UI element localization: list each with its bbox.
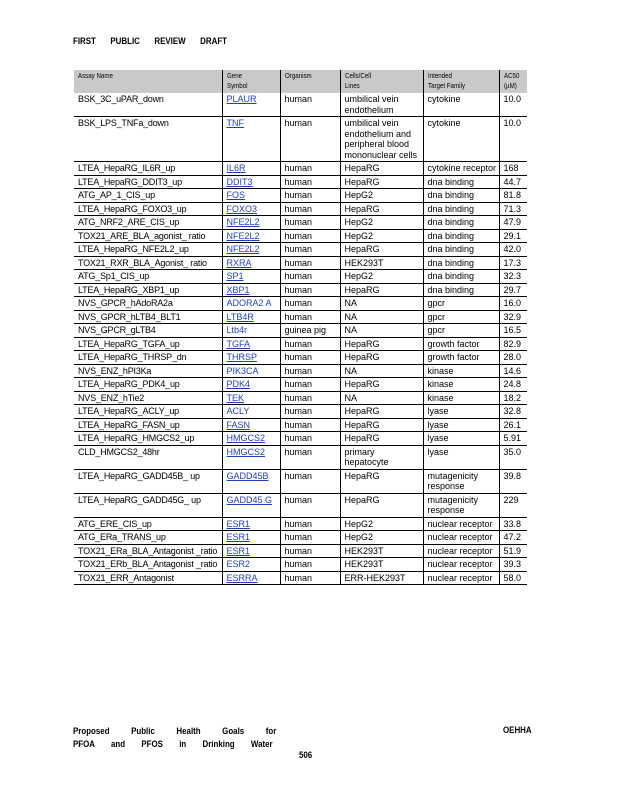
organism-cell: human xyxy=(280,364,340,378)
organism-cell: human xyxy=(280,445,340,469)
cell-line-cell: HepaRG xyxy=(340,378,423,392)
target-family-cell: dna binding xyxy=(423,283,499,297)
header-cells: Cells/Cell Lines xyxy=(340,70,423,93)
table-row xyxy=(74,93,527,117)
gene-symbol-link[interactable]: ACLY xyxy=(222,405,280,419)
assay-name-cell: LTEA_HepaRG_FOXO3_up xyxy=(74,202,222,216)
organism-cell: guinea pig xyxy=(280,324,340,338)
organism-cell: human xyxy=(280,229,340,243)
assay-name-cell: LTEA_HepaRG_DDIT3_up xyxy=(74,175,222,189)
table-row xyxy=(74,531,527,545)
assay-name-cell: TOX21_ERa_BLA_Antagonist _ratio xyxy=(74,544,222,558)
gene-symbol-link[interactable]: NFE2L2 xyxy=(222,216,280,230)
organism-cell: human xyxy=(280,391,340,405)
organism-cell: human xyxy=(280,117,340,162)
organism-cell: human xyxy=(280,270,340,284)
assay-name-cell: NVS_ENZ_hPI3Ka xyxy=(74,364,222,378)
gene-symbol-link[interactable]: THRSP xyxy=(222,351,280,365)
cell-line-cell: HepG2 xyxy=(340,270,423,284)
footer-title xyxy=(73,725,276,751)
cell-line-cell: HepG2 xyxy=(340,531,423,545)
table-row xyxy=(74,202,527,216)
organism-cell: human xyxy=(280,337,340,351)
table-row xyxy=(74,117,527,162)
gene-symbol-link[interactable]: ESR1 xyxy=(222,544,280,558)
table-row xyxy=(74,351,527,365)
assay-name-cell: CLD_HMGCS2_48hr xyxy=(74,445,222,469)
assay-name-cell: LTEA_HepaRG_HMGCS2_up xyxy=(74,432,222,446)
cell-line-cell: HEK293T xyxy=(340,256,423,270)
gene-symbol-link[interactable]: NFE2L2 xyxy=(222,243,280,257)
cell-line-cell: HEK293T xyxy=(340,544,423,558)
header-assay-name: Assay Name xyxy=(74,70,222,93)
gene-symbol-link[interactable]: FOXO3 xyxy=(222,202,280,216)
organism-cell: human xyxy=(280,378,340,392)
assay-name-cell: NVS_GPCR_hLTB4_BLT1 xyxy=(74,310,222,324)
target-family-cell: dna binding xyxy=(423,202,499,216)
ac50-cell: 44.7 xyxy=(499,175,527,189)
table-row xyxy=(74,337,527,351)
assay-name-cell: ATG_Sp1_CIS_up xyxy=(74,270,222,284)
organism-cell: human xyxy=(280,93,340,117)
assay-name-cell: LTEA_HepaRG_GADD45G_ up xyxy=(74,493,222,517)
organism-cell: human xyxy=(280,256,340,270)
cell-line-cell: HepaRG xyxy=(340,162,423,176)
assay-name-cell: TOX21_RXR_BLA_Agonist_ ratio xyxy=(74,256,222,270)
assay-name-cell: NVS_ENZ_hTie2 xyxy=(74,391,222,405)
target-family-cell: cytokine xyxy=(423,93,499,117)
cell-line-cell: NA xyxy=(340,297,423,311)
assay-name-cell: BSK_LPS_TNFa_down xyxy=(74,117,222,162)
target-family-cell: nuclear receptor xyxy=(423,531,499,545)
target-family-cell: lyase xyxy=(423,405,499,419)
ac50-cell: 168 xyxy=(499,162,527,176)
assay-name-cell: TOX21_ERR_Antagonist xyxy=(74,571,222,585)
page-number: 506 xyxy=(299,750,313,760)
organism-cell: human xyxy=(280,189,340,203)
gene-symbol-link[interactable]: XBP1 xyxy=(222,283,280,297)
target-family-cell: cytokine xyxy=(423,117,499,162)
table-row xyxy=(74,493,527,517)
assay-name-cell: TOX21_ARE_BLA_agonist_ ratio xyxy=(74,229,222,243)
footer-line-1: Proposed Public Health Goals for xyxy=(73,726,277,736)
ac50-cell: 14.6 xyxy=(499,364,527,378)
gene-symbol-link[interactable]: FOS xyxy=(222,189,280,203)
target-family-cell: dna binding xyxy=(423,243,499,257)
gene-symbol-link[interactable]: FASN xyxy=(222,418,280,432)
cell-line-cell: HepaRG xyxy=(340,418,423,432)
cell-line-cell: NA xyxy=(340,391,423,405)
assay-name-cell: ATG_NRF2_ARE_CIS_up xyxy=(74,216,222,230)
gene-symbol-link[interactable]: TNF xyxy=(222,117,280,162)
table-row xyxy=(74,544,527,558)
cell-line-cell: HepaRG xyxy=(340,283,423,297)
gene-symbol-link[interactable]: TGFA xyxy=(222,337,280,351)
cell-line-cell: HEK293T xyxy=(340,558,423,572)
table-row xyxy=(74,364,527,378)
gene-symbol-link[interactable]: ESR2 xyxy=(222,558,280,572)
organism-cell: human xyxy=(280,216,340,230)
assay-name-cell: ATG_ERE_CIS_up xyxy=(74,517,222,531)
cell-line-cell: HepG2 xyxy=(340,216,423,230)
cell-line-cell: HepaRG xyxy=(340,405,423,419)
ac50-cell: 24.8 xyxy=(499,378,527,392)
gene-symbol-link[interactable]: PLAUR xyxy=(222,93,280,117)
ac50-cell: 47.2 xyxy=(499,531,527,545)
assay-name-cell: LTEA_HepaRG_PDK4_up xyxy=(74,378,222,392)
cell-line-cell: HepG2 xyxy=(340,229,423,243)
assay-name-cell: ATG_ERa_TRANS_up xyxy=(74,531,222,545)
target-family-cell: nuclear receptor xyxy=(423,544,499,558)
table-row xyxy=(74,216,527,230)
table-row xyxy=(74,229,527,243)
ac50-cell: 16.0 xyxy=(499,297,527,311)
organism-cell: human xyxy=(280,162,340,176)
ac50-cell: 17.3 xyxy=(499,256,527,270)
target-family-cell: kinase xyxy=(423,364,499,378)
cell-line-cell: HepaRG xyxy=(340,202,423,216)
gene-symbol-link[interactable]: RXRA xyxy=(222,256,280,270)
cell-line-cell: NA xyxy=(340,364,423,378)
gene-symbol-link[interactable]: PDK4 xyxy=(222,378,280,392)
assay-name-cell: LTEA_HepaRG_XBP1_up xyxy=(74,283,222,297)
gene-symbol-link[interactable]: DDIT3 xyxy=(222,175,280,189)
ac50-cell: 35.0 xyxy=(499,445,527,469)
gene-symbol-link[interactable]: HMGCS2 xyxy=(222,445,280,469)
organism-cell: human xyxy=(280,558,340,572)
target-family-cell: lyase xyxy=(423,418,499,432)
organism-cell: human xyxy=(280,531,340,545)
ac50-cell: 81.8 xyxy=(499,189,527,203)
assay-name-cell: NVS_GPCR_hAdoRA2a xyxy=(74,297,222,311)
ac50-cell: 16.5 xyxy=(499,324,527,338)
gene-symbol-link[interactable]: PIK3CA xyxy=(222,364,280,378)
header-ac50: AC50 (µM) xyxy=(499,70,527,93)
organism-cell: human xyxy=(280,297,340,311)
table-row xyxy=(74,175,527,189)
assay-name-cell: ATG_AP_1_CIS_up xyxy=(74,189,222,203)
table-row xyxy=(74,297,527,311)
assay-name-cell: LTEA_HepaRG_ACLY_up xyxy=(74,405,222,419)
ac50-cell: 47.9 xyxy=(499,216,527,230)
cell-line-cell: HepaRG xyxy=(340,493,423,517)
ac50-cell: 32.9 xyxy=(499,310,527,324)
target-family-cell: lyase xyxy=(423,445,499,469)
target-family-cell: nuclear receptor xyxy=(423,571,499,585)
table-row xyxy=(74,283,527,297)
table-row xyxy=(74,418,527,432)
cell-line-cell: umbilical vein endothelium and peripheral blood mononuclear cells xyxy=(340,117,423,162)
table-row xyxy=(74,445,527,469)
organism-cell: human xyxy=(280,202,340,216)
gene-symbol-link[interactable]: HMGCS2 xyxy=(222,432,280,446)
cell-line-cell: HepaRG xyxy=(340,175,423,189)
cell-line-cell: NA xyxy=(340,310,423,324)
organism-cell: human xyxy=(280,544,340,558)
organism-cell: human xyxy=(280,310,340,324)
target-family-cell: dna binding xyxy=(423,256,499,270)
target-family-cell: cytokine receptor xyxy=(423,162,499,176)
ac50-cell: 39.3 xyxy=(499,558,527,572)
table-row xyxy=(74,189,527,203)
gene-symbol-link[interactable]: GADD45 G xyxy=(222,493,280,517)
table-row xyxy=(74,310,527,324)
table-row xyxy=(74,378,527,392)
table-row xyxy=(74,324,527,338)
cell-line-cell: primary hepatocyte xyxy=(340,445,423,469)
ac50-cell: 10.0 xyxy=(499,93,527,117)
ac50-cell: 71.3 xyxy=(499,202,527,216)
cell-line-cell: HepaRG xyxy=(340,469,423,493)
cell-line-cell: HepaRG xyxy=(340,337,423,351)
draft-header: FIRST PUBLIC REVIEW DRAFT xyxy=(73,36,227,46)
organism-cell: human xyxy=(280,283,340,297)
assay-name-cell: BSK_3C_uPAR_down xyxy=(74,93,222,117)
gene-symbol-link[interactable]: Ltb4r xyxy=(222,324,280,338)
ac50-cell: 18.2 xyxy=(499,391,527,405)
ac50-cell: 32.8 xyxy=(499,405,527,419)
gene-symbol-link[interactable]: IL6R xyxy=(222,162,280,176)
assay-name-cell: TOX21_ERb_BLA_Antagonist _ratio xyxy=(74,558,222,572)
organism-cell: human xyxy=(280,175,340,189)
cell-line-cell: HepaRG xyxy=(340,432,423,446)
header-organism: Organism xyxy=(280,70,340,93)
assay-name-cell: LTEA_HepaRG_NFE2L2_up xyxy=(74,243,222,257)
assay-name-cell: NVS_GPCR_gLTB4 xyxy=(74,324,222,338)
organism-cell: human xyxy=(280,405,340,419)
cell-line-cell: umbilical vein endothelium xyxy=(340,93,423,117)
cell-line-cell: ERR-HEK293T xyxy=(340,571,423,585)
ac50-cell: 5.91 xyxy=(499,432,527,446)
table-header-row xyxy=(74,70,527,93)
target-family-cell: dna binding xyxy=(423,229,499,243)
table-row xyxy=(74,432,527,446)
target-family-cell: nuclear receptor xyxy=(423,517,499,531)
footer-line-2: PFOA and PFOS in Drinking Water xyxy=(73,739,273,749)
target-family-cell: mutagenicity response xyxy=(423,469,499,493)
ac50-cell: 58.0 xyxy=(499,571,527,585)
assay-table xyxy=(74,70,527,585)
gene-symbol-link[interactable]: ESRRA xyxy=(222,571,280,585)
ac50-cell: 29.1 xyxy=(499,229,527,243)
assay-name-cell: LTEA_HepaRG_FASN_up xyxy=(74,418,222,432)
ac50-cell: 82.9 xyxy=(499,337,527,351)
organism-cell: human xyxy=(280,418,340,432)
target-family-cell: lyase xyxy=(423,432,499,446)
organism-cell: human xyxy=(280,243,340,257)
ac50-cell: 29.7 xyxy=(499,283,527,297)
assay-name-cell: LTEA_HepaRG_THRSP_dn xyxy=(74,351,222,365)
footer-agency: OEHHA xyxy=(503,725,532,735)
organism-cell: human xyxy=(280,493,340,517)
gene-symbol-link[interactable]: ESR1 xyxy=(222,517,280,531)
ac50-cell: 10.0 xyxy=(499,117,527,162)
ac50-cell: 51.9 xyxy=(499,544,527,558)
organism-cell: human xyxy=(280,432,340,446)
table-row xyxy=(74,571,527,585)
target-family-cell: dna binding xyxy=(423,175,499,189)
gene-symbol-link[interactable]: GADD45B xyxy=(222,469,280,493)
gene-symbol-link[interactable]: TEK xyxy=(222,391,280,405)
header-target-family: Intended Target Family xyxy=(423,70,499,93)
assay-name-cell: LTEA_HepaRG_GADD45B_ up xyxy=(74,469,222,493)
target-family-cell: dna binding xyxy=(423,270,499,284)
ac50-cell: 26.1 xyxy=(499,418,527,432)
gene-symbol-link[interactable]: ADORA2 A xyxy=(222,297,280,311)
ac50-cell: 229 xyxy=(499,493,527,517)
assay-name-cell: LTEA_HepaRG_IL6R_up xyxy=(74,162,222,176)
table-row xyxy=(74,270,527,284)
target-family-cell: growth factor xyxy=(423,351,499,365)
assay-name-cell: LTEA_HepaRG_TGFA_up xyxy=(74,337,222,351)
table-row xyxy=(74,243,527,257)
table-row xyxy=(74,517,527,531)
organism-cell: human xyxy=(280,469,340,493)
ac50-cell: 42.0 xyxy=(499,243,527,257)
cell-line-cell: NA xyxy=(340,324,423,338)
organism-cell: human xyxy=(280,351,340,365)
header-gene-symbol: Gene Symbol xyxy=(222,70,280,93)
table-row xyxy=(74,558,527,572)
target-family-cell: nuclear receptor xyxy=(423,558,499,572)
target-family-cell: growth factor xyxy=(423,337,499,351)
ac50-cell: 39.8 xyxy=(499,469,527,493)
target-family-cell: kinase xyxy=(423,378,499,392)
target-family-cell: gpcr xyxy=(423,324,499,338)
target-family-cell: dna binding xyxy=(423,189,499,203)
organism-cell: human xyxy=(280,571,340,585)
target-family-cell: kinase xyxy=(423,391,499,405)
target-family-cell: gpcr xyxy=(423,310,499,324)
target-family-cell: dna binding xyxy=(423,216,499,230)
target-family-cell: gpcr xyxy=(423,297,499,311)
gene-symbol-link[interactable]: ESR1 xyxy=(222,531,280,545)
gene-symbol-link[interactable]: SP1 xyxy=(222,270,280,284)
gene-symbol-link[interactable]: LTB4R xyxy=(222,310,280,324)
target-family-cell: mutagenicity response xyxy=(423,493,499,517)
ac50-cell: 28.0 xyxy=(499,351,527,365)
table-row xyxy=(74,256,527,270)
table-row xyxy=(74,162,527,176)
cell-line-cell: HepaRG xyxy=(340,243,423,257)
ac50-cell: 32.3 xyxy=(499,270,527,284)
table-row xyxy=(74,391,527,405)
organism-cell: human xyxy=(280,517,340,531)
cell-line-cell: HepaRG xyxy=(340,351,423,365)
ac50-cell: 33.8 xyxy=(499,517,527,531)
table-row xyxy=(74,469,527,493)
table-row xyxy=(74,405,527,419)
cell-line-cell: HepG2 xyxy=(340,189,423,203)
gene-symbol-link[interactable]: NFE2L2 xyxy=(222,229,280,243)
cell-line-cell: HepG2 xyxy=(340,517,423,531)
